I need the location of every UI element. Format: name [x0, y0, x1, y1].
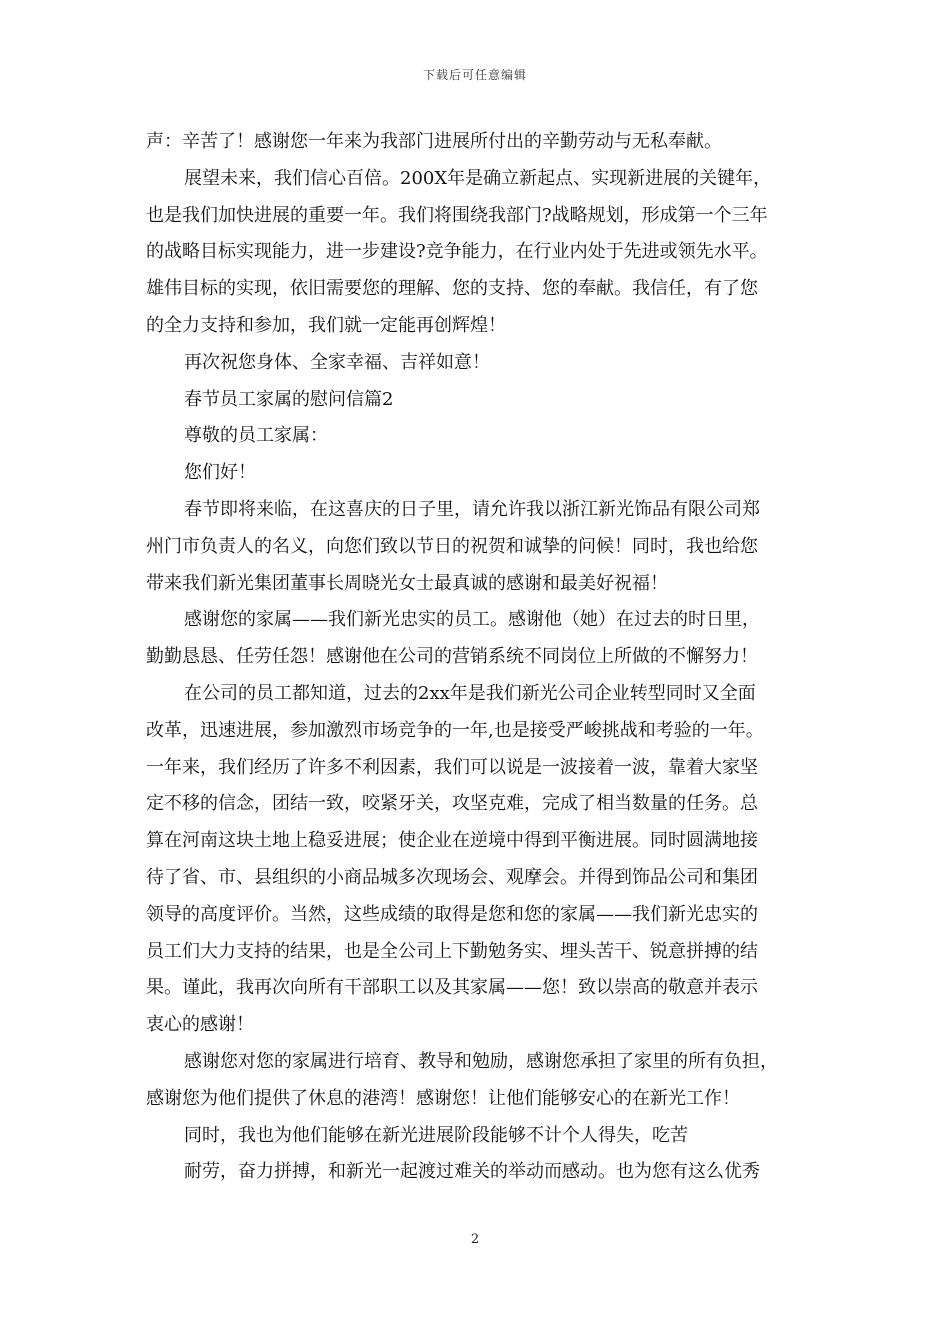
text-line: 一年来，我们经历了许多不利因素，我们可以说是一波接着一波，靠着大家坚 [146, 756, 758, 778]
document-body [146, 124, 806, 1191]
text-line: 州门市负责人的名义，向您们致以节日的祝贺和诚挚的问候！同时，我也给您 [146, 535, 758, 557]
text-line: 感谢您的家属——我们新光忠实的员工。感谢他（她）在过去的时日里， [184, 609, 760, 631]
text-line: 待了省、市、县组织的小商品城多次现场会、观摩会。并得到饰品公司和集团 [146, 866, 758, 888]
text-line: 声：辛苦了！感谢您一年来为我部门进展所付出的辛勤劳动与无私奉献。 [146, 131, 722, 152]
text-line: 定不移的信念，团结一致，咬紧牙关，攻坚克难，完成了相当数量的任务。总 [146, 793, 758, 815]
text-line: 的战略目标实现能力，进一步建设?竞争能力，在行业内处于先进或领先水平。 [146, 241, 768, 263]
text-line: 春节即将来临，在这喜庆的日子里，请允许我以浙江新光饰品有限公司郑 [184, 498, 760, 520]
text-line: 改革，迅速进展，参加激烈市场竞争的一年,也是接受严峻挑战和考验的一年。 [146, 719, 764, 741]
text-line: 员工们大力支持的结果，也是全公司上下勤勉务实、埋头苦干、锐意拼搏的结 [146, 940, 758, 962]
text-line: 再次祝您身体、全家幸福、吉祥如意！ [184, 351, 490, 373]
page-number: 2 [470, 1232, 480, 1247]
text-line: 在公司的员工都知道，过去的2xx年是我们新光公司企业转型同时又全面 [184, 682, 756, 704]
text-line: 感谢您对您的家属进行培育、教导和勉励，感谢您承担了家里的所有负担， [184, 1050, 778, 1072]
text-line: 雄伟目标的实现，依旧需要您的理解、您的支持、您的奉献。我信任，有了您 [146, 278, 758, 300]
text-line: 您们好！ [184, 462, 256, 484]
text-line: 耐劳，奋力拼搏，和新光一起渡过难关的举动而感动。也为您有这么优秀 [184, 1161, 760, 1183]
text-line: 果。谨此，我再次向所有干部职工以及其家属——您！致以崇高的敬意并表示 [146, 977, 758, 999]
page-header: 下载后可任意编辑 [422, 68, 527, 82]
text-line: 带来我们新光集团董事长周晓光女士最真诚的感谢和最美好祝福！ [146, 572, 668, 594]
text-line: 衷心的感谢！ [146, 1014, 254, 1036]
text-line: 展望未来，我们信心百倍。200X年是确立新起点、实现新进展的关键年， [184, 167, 772, 189]
text-line: 感谢您为他们提供了休息的港湾！感谢您！让他们能够安心的在新光工作！ [146, 1087, 740, 1109]
text-line: 也是我们加快进展的重要一年。我们将围绕我部门?战略规划，形成第一个三年 [146, 204, 768, 226]
text-line: 春节员工家属的慰问信篇2 [184, 388, 394, 410]
text-line: 勤勤恳恳、任劳任怨！感谢他在公司的营销系统不同岗位上所做的不懈努力！ [146, 646, 758, 668]
text-line: 领导的高度评价。当然，这些成绩的取得是您和您的家属——我们新光忠实的 [146, 903, 758, 925]
text-line: 的全力支持和参加，我们就一定能再创辉煌！ [146, 314, 506, 336]
text-line: 同时，我也为他们能够在新光进展阶段能够不计个人得失，吃苦 [184, 1124, 688, 1146]
text-line: 算在河南这块土地上稳妥进展；使企业在逆境中得到平衡进展。同时圆满地接 [146, 830, 758, 852]
text-line: 尊敬的员工家属： [184, 425, 328, 447]
